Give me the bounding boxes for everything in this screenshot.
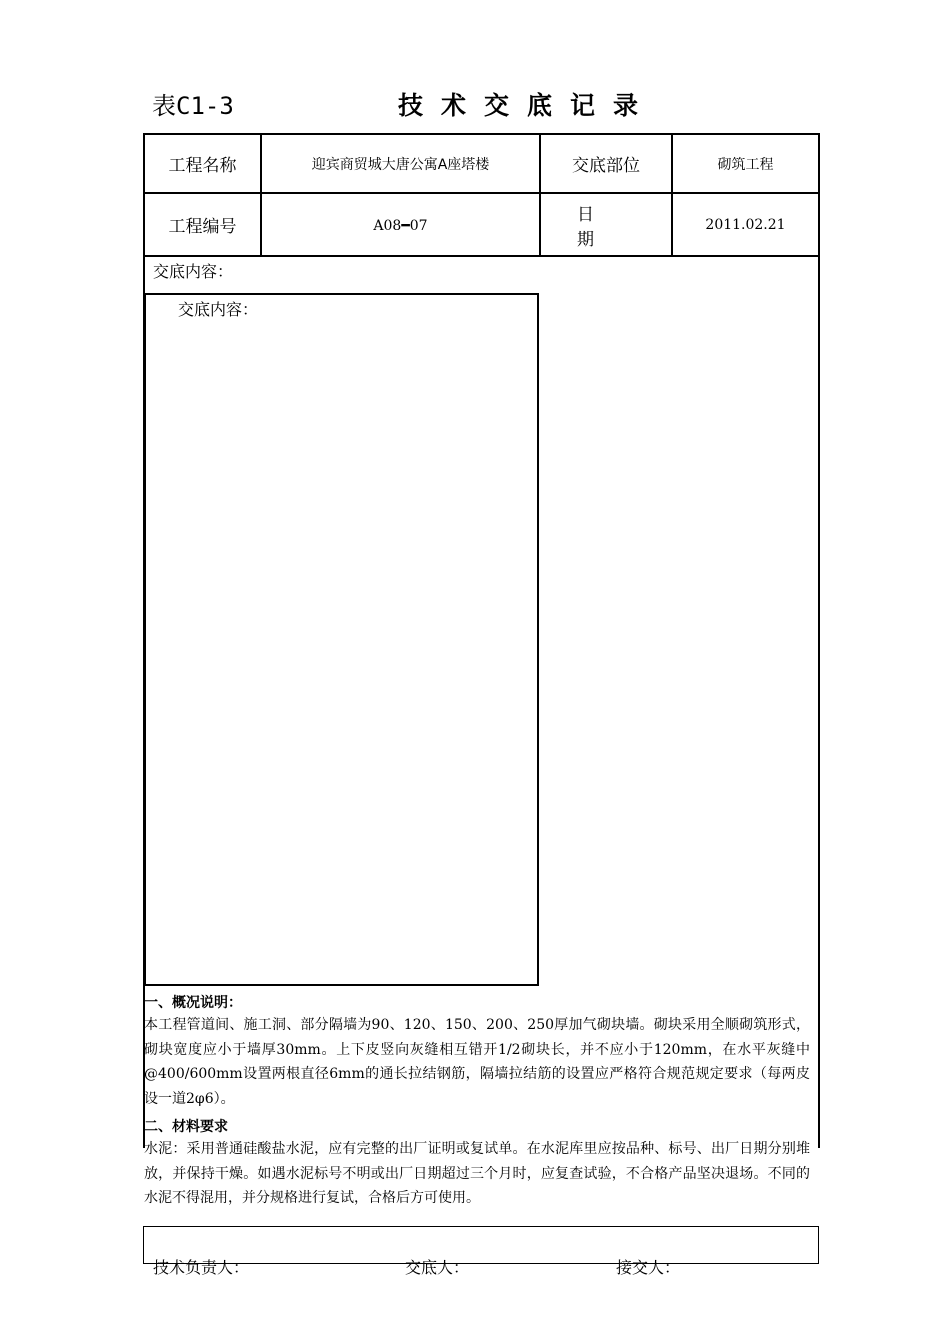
- part-value: 砌筑工程: [717, 156, 774, 173]
- section-title-overview: 一、概况说明：: [144, 995, 242, 1011]
- document-title: 技术交底记录: [398, 91, 657, 120]
- section-title-materials: 二、材料要求: [144, 1119, 228, 1135]
- part-label: 交底部位: [572, 156, 640, 176]
- project-no-label: 工程编号: [168, 217, 237, 237]
- embedded-content-heading: 交底内容：: [178, 300, 259, 319]
- content-heading: 交底内容：: [153, 262, 234, 281]
- project-name-value: 迎宾商贸城大唐公寓A座塔楼: [311, 156, 490, 173]
- form-code: 表C1-3: [152, 92, 234, 120]
- date-value: 2011.02.21: [705, 216, 786, 233]
- date-label: 日期: [577, 204, 630, 250]
- project-no-value: A08━07: [373, 218, 428, 234]
- section-text-overview: 本工程管道间、施工洞、部分隔墙为90、120、150、200、250厚加气砌块墙。砌块采用全顺砌筑形式，砌块宽度应小于墙厚30mm。上下皮竖向灰缝相互错开1/2砌块长，并不应小于120mm，在水平灰缝中@400/600mm设置两根直径6mm的通长拉结钢筋，隔墙拉结筋的设置应严格符合规范规定要求（每两皮设一道2φ6）。: [144, 1017, 810, 1107]
- project-name-label: 工程名称: [168, 156, 237, 176]
- section-text-materials: 水泥：采用普通硅酸盐水泥，应有完整的出厂证明或复试单。在水泥库里应按品种、标号、出厂日期分别堆放，并保持干燥。如遇水泥标号不明或出厂日期超过三个月时，应复查试验，不合格产品坚决退场。不同的水泥不得混用，并分规格进行复试，合格后方可使用。: [144, 1141, 810, 1206]
- presenter-signature-label: 交底人：: [405, 1258, 470, 1277]
- tech-lead-signature-label: 技术负责人：: [153, 1258, 250, 1277]
- embedded-content-box: [144, 293, 539, 986]
- receiver-signature-label: 接交人：: [616, 1258, 681, 1277]
